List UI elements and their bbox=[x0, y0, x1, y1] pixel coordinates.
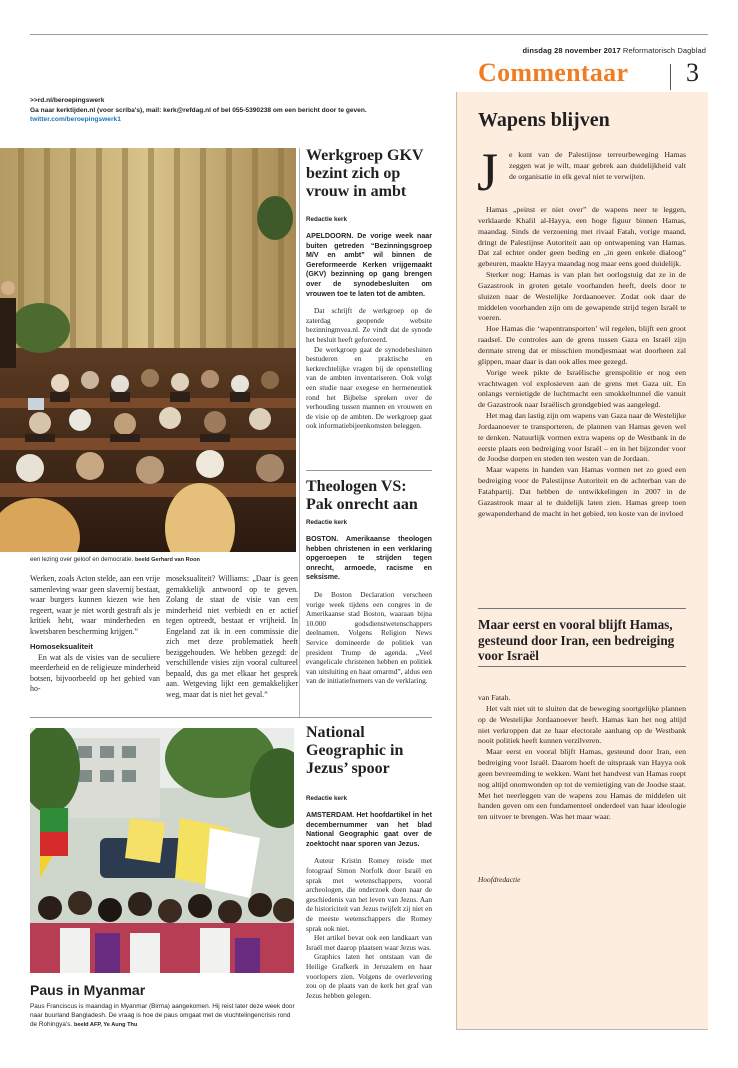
section-separator bbox=[670, 64, 671, 90]
photo-pope-myanmar bbox=[30, 728, 294, 973]
editorial-body-continued bbox=[478, 693, 686, 823]
notice-instructions: Ga naar kerktijden.nl (voor scriba's), mail: kerk@refdag.nl of bel 055-5390238 om een bericht door te geven. bbox=[30, 106, 367, 114]
notice-link-twitter[interactable]: twitter.com/beroepingswerk1 bbox=[30, 116, 121, 123]
notice-link-rd[interactable]: >>rd.nl/beroepingswerk bbox=[30, 97, 105, 104]
article-separator bbox=[306, 470, 432, 471]
article3-byline: Redactie kerk bbox=[306, 795, 347, 802]
article3-paragraph: Het artikel bevat ook een landkaart van Israël met daarop plaatsen waar Jezus was. bbox=[306, 933, 432, 952]
editorial-paragraph: Hamas „peinst er niet over” de wapens neer te leggen, verklaarde Khalil al-Hayya, een hoge figuur binnen Hamas, maandag. Sinds de verzoening met rivaal Fatah, vorige maand, dringt de Palestijnse Autoriteit aan op ontwapening van Hamas. Dat zal echter onder geen beding en „in geen enkele dialoog” gebeuren, maakte Hayya maandag nog maar eens goed duidelijk. bbox=[478, 205, 686, 269]
article2-paragraph: De Boston Declaration verscheen vorige week tijdens een congres in de Amerikaanse stad Boston, waaraan bijna 10.000 godsdienstwetenschappers deelnamen. Volgens Religion News Service domineerde de politiek van president Trump de agenda. „Veel evangelicale christenen hebben en politiek van uitsluiting en haat omarmd”, aldus een van de initiatiefnemers van de verklaring. bbox=[306, 589, 432, 686]
pullquote-rule-top bbox=[478, 608, 686, 609]
photo-lecture-caption bbox=[30, 556, 200, 563]
editorial-intro: e kunt van de Palestijnse terreurbeweging Hamas zeggen wat je wilt, maar gebrek aan duidelijkheid valt de organisatie in elk geval niet te verwijten. bbox=[509, 150, 686, 181]
photo-pope-title: Paus in Myanmar bbox=[30, 982, 146, 998]
article3-lead: AMSTERDAM. Het hoofdartikel in het decembernummer van het blad National Geographic gaat over de zoektocht naar sporen van Jezus. bbox=[306, 811, 432, 848]
editorial-body bbox=[478, 205, 686, 519]
article2-byline: Redactie kerk bbox=[306, 519, 347, 526]
article2-body bbox=[306, 535, 432, 686]
article3-headline: National Geographic in Jezus’ spoor bbox=[306, 724, 404, 777]
left-article-paragraph: Werken, zoals Acton stelde, aan een vrije samenleving waar geen slavernij bestaat, waar burgers kunnen kiezen wie hen regeert, waar je niet wordt gestraft als je kritiek hebt, waar minderheden en kwetsbaren bescherming krijgen.” bbox=[30, 574, 160, 636]
editorial-paragraph: Sterker nog: Hamas is van plan het oorlogstuig dat ze in de Gazastrook in groten getale voorhanden heeft, deels door te sluizen naar de Westelijke Jordaanoever. Zodat ook daar de middelen voorhanden zijn om de gewapende strijd tegen Israël te voeren. bbox=[478, 270, 686, 323]
left-article-paragraph: moseksualiteit? Williams: „Daar is geen gemakkelijk antwoord op te geven. Zolang de staat de visie van een minderheid niet verbiedt en er actief tegen optreedt, bestaat er vrijheid. In Engeland zat ik in een commissie die zich met deze problematiek heeft beziggehouden. We hebben gezegd: de verschillende visies zijn vooral cultureel bepaald, dus ga met elkaar het gesprek aan. Wetgeving lijkt een gemakkelijker weg, maar dat is niet het geval.” bbox=[166, 574, 298, 699]
top-rule bbox=[30, 34, 708, 35]
photo-pope-credit: beeld AFP, Ye Aung Thu bbox=[73, 1022, 138, 1028]
article3-body bbox=[306, 811, 432, 1000]
article1-headline: Werkgroep GKV bezint zich op vrouw in ambt bbox=[306, 147, 424, 200]
photo-lecture-illustration bbox=[0, 148, 296, 552]
article2-lead: BOSTON. Amerikaanse theologen hebben christenen in een verklaring opgeroepen te strijden tegen onrecht, armoede, racisme en seksisme. bbox=[306, 535, 432, 582]
editorial-signature: Hoofdredactie bbox=[478, 875, 521, 884]
column-divider bbox=[299, 148, 300, 718]
article1-body bbox=[306, 232, 432, 431]
header-date-line bbox=[522, 46, 706, 55]
beroepingswerk-notice bbox=[30, 96, 430, 125]
editorial-paragraph: van Fatah. bbox=[478, 693, 511, 702]
editorial-paragraph: Maar eerst en vooral blijft Hamas, gesteund door Iran, een bedreiging voor Israël. Daarom hoeft de uitspraak van Hayya ook geen bevreemding te wekken. Want het handvest van Hamas roept nog altijd onomwonden op tot de vernietiging van de Joodse staat. Met het neerleggen van de wapens zou Hamas de middelen uit handen geven om een fundamenteel onderdeel van haar ideologie ten uitvoer te brengen. Was het maar waar. bbox=[478, 747, 686, 822]
photo-lecture-church bbox=[0, 148, 296, 552]
article1-paragraph: De werkgroep gaat de synodebesluiten bestuderen en praktische en kerkrechtelijke vragen bij de openstelling van de ambten inventariseren. Ook volgt een studie naar exegese en hermeneutiek rond het Bijbelse spreken over de verhouding tussen mannen en vrouwen en de visie op de ambten. De werkgroep gaat ook informatiebijeenkomsten beleggen. bbox=[306, 344, 432, 431]
page-number: 3 bbox=[686, 58, 699, 87]
article1-paragraph: Dat schrijft de werkgroep op de zaterdag geopende website bezinningmvea.nl. Ze vindt dat de synode het besluit heeft geforceerd. bbox=[306, 306, 432, 344]
left-article-col2 bbox=[166, 574, 298, 700]
photo-lecture-credit: beeld Gerhard van Roon bbox=[134, 557, 200, 563]
editorial-paragraph: Maar wapens in handen van Hamas vormen net zo goed een bedreiging voor de Palestijnse Autoriteit en de achterban van de Fatahpartij. Dat hebben de ontwikkelingen in 2007 in de Gazastrook maar al te duidelijk laten zien. Hamas greep toen gewapenderhand de macht in het gebied, ten koste van de invloed bbox=[478, 465, 686, 518]
photo-pope-caption-text: Paus Franciscus is maandag in Myanmar (Birma) aangekomen. Hij reist later deze week door naar buurland Bangladesh. De vraag is hoe de paus omgaat met de vluchtelingencrisis rond de Rohingya’s. bbox=[30, 1003, 295, 1028]
editorial-pullquote: Maar eerst en vooral blijft Hamas, gesteund door Iran, een bedreiging voor Israël bbox=[478, 617, 675, 663]
section-title: Commentaar bbox=[478, 58, 629, 87]
photo-pope-illustration bbox=[30, 728, 294, 973]
header-paper: Reformatorisch Dagblad bbox=[622, 46, 706, 55]
article1-lead: APELDOORN. De vorige week naar buiten getreden “Bezinningsgroep M/V en ambt” wil binnen de Gereformeerde Kerken vrijgemaakt (GKV) bezinning op gang brengen over de synodebesluiten om vrouwen toe te laten tot de ambten. bbox=[306, 232, 432, 298]
editorial-paragraph: Het valt niet uit te sluiten dat de beweging soortgelijke plannen op de Westelijke Jordaanoever heeft. Hamas kan het nog altijd niet verkroppen dat ze haar electorale aanhang op de Westbank nooit politiek heeft kunnen verzilveren. bbox=[478, 703, 686, 746]
editorial-drop-cap: J bbox=[477, 142, 499, 202]
section-separator-bottom bbox=[30, 717, 432, 718]
article2-headline: Theologen VS: Pak onrecht aan bbox=[306, 478, 418, 513]
editorial-paragraph: Het mag dan lastig zijn om wapens van Gaza naar de Westelijke Jordaanoever te transporteren, de plannen van Hamas geven wel te denken. Natuurlijk vormen extra wapens op de Westbank in de eerste plaats een bedreiging voor Israël – en in het bijzonder voor de Joodse dorpen en steden ten westen van de Jordaan. bbox=[478, 411, 686, 464]
pullquote-rule-bottom bbox=[478, 666, 686, 667]
photo-pope-caption bbox=[30, 1002, 298, 1030]
editorial-headline: Wapens blijven bbox=[478, 109, 610, 131]
photo-lecture-caption-text: een lezing over geloof en democratie. bbox=[30, 556, 134, 563]
left-article-col1 bbox=[30, 574, 160, 695]
header-date: dinsdag 28 november 2017 bbox=[522, 46, 621, 55]
editorial-paragraph: Vorige week pikte de Israëlische grenspolitie er nog een vrachtwagen vol explosieven aan de grens met Gaza uit. En onlangs vernietigde de luchtmacht een smokkeltunnel die vanuit de Gazastrook naar Israëlisch grondgebied was aangelegd. bbox=[478, 367, 686, 410]
left-article-paragraph: En wat als de visies van de seculiere meerderheid en de religieuze minderheid botsen, bijvoorbeeld op het gebied van ho- bbox=[30, 652, 160, 693]
editorial-paragraph: Hoe Hamas die ‘wapentransporten’ wil regelen, blijft een groot raadsel. De controles aan de grens tussen Gaza en Israël zijn dermate streng dat er misschien mondjesmaat wat doorheen zal glippen, maar daar is dan ook alles mee gezegd. bbox=[478, 324, 686, 366]
left-article-subhead: Homoseksualiteit bbox=[30, 642, 93, 651]
article1-byline: Redactie kerk bbox=[306, 216, 347, 223]
article3-paragraph: Auteur Kristin Romey reisde met fotograaf Simon Norfolk door Israël en sprak met wetenschappers, vooral archeologen, die onderzoek doen naar de geschiedenis van het leven van Jezus. Aan de historiciteit van Jezus twijfelt zij niet en de meeste wetenschappers die Romey sprak ook niet. bbox=[306, 856, 432, 933]
article3-paragraph: Graphics laten het ontstaan van de Heilige Grafkerk in Jeruzalem en haar voorlopers zien. Volgens de overlevering zou op de plaats van de kerk het graf van Jezus hebben gelegen. bbox=[306, 952, 432, 1000]
